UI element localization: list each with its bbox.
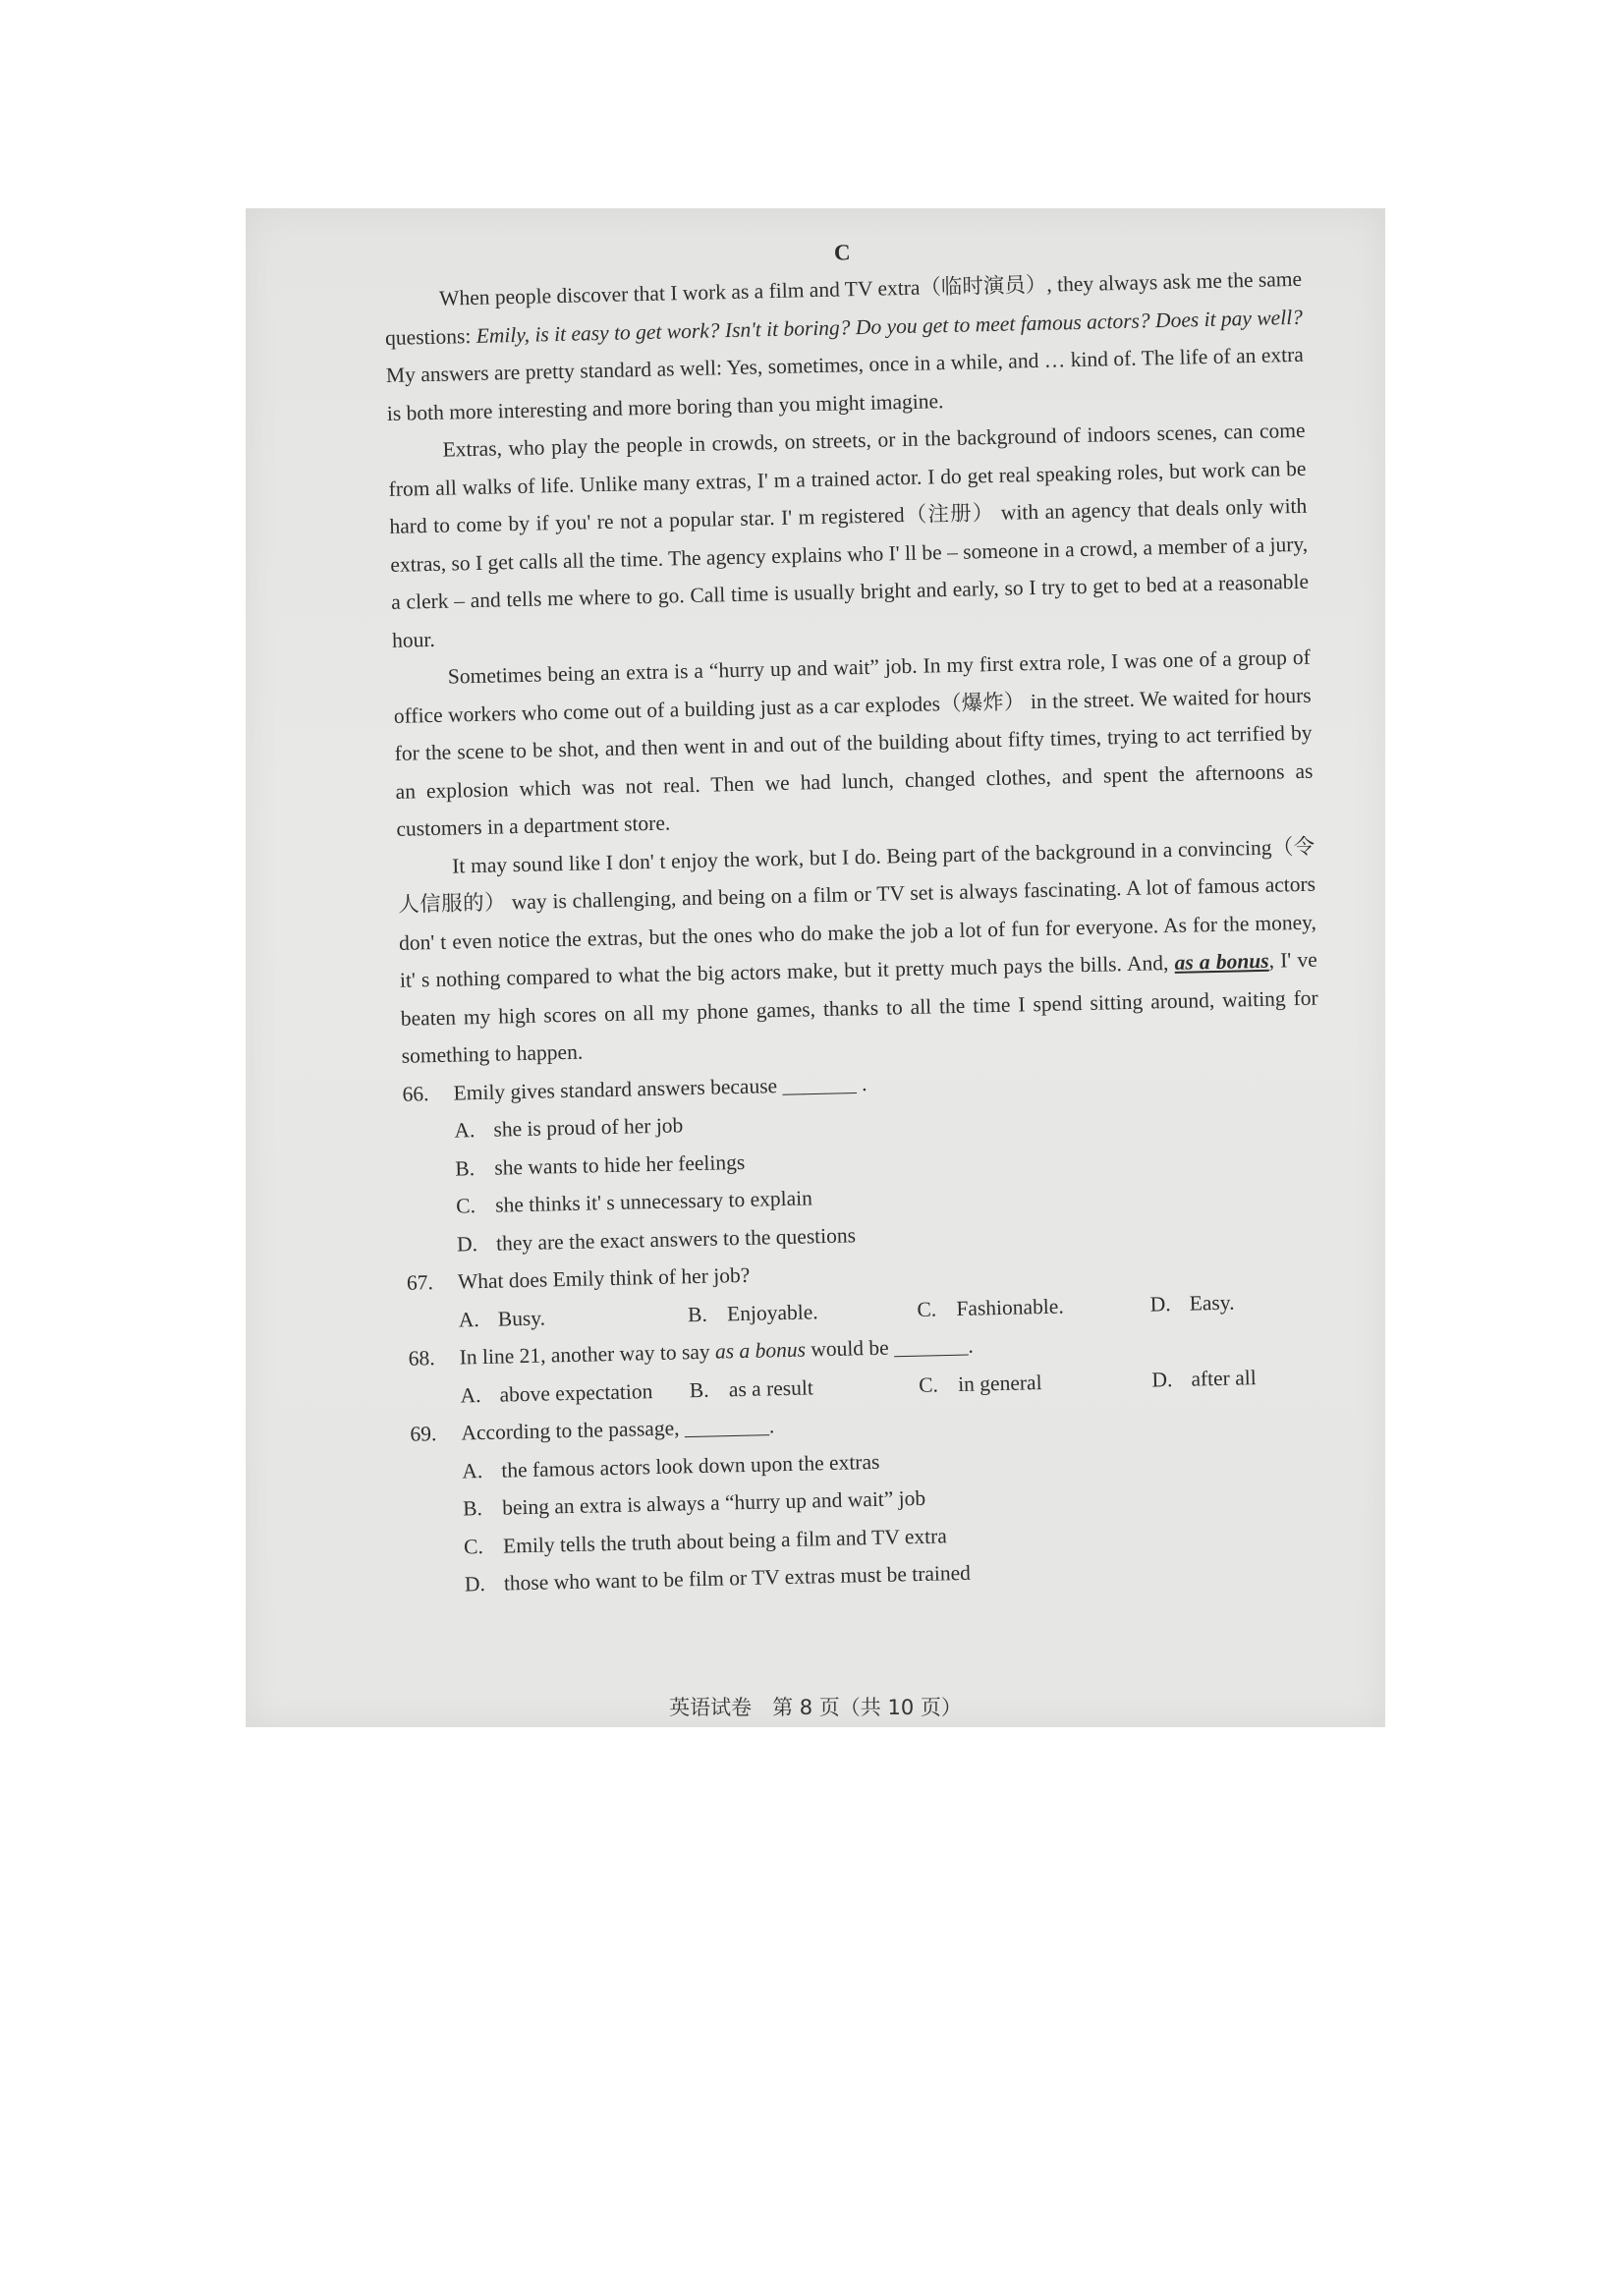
- option-letter: A.: [462, 1458, 483, 1483]
- underlined-phrase: as a bonus: [1174, 948, 1269, 975]
- option-letter: D.: [1151, 1367, 1173, 1392]
- option-text: Fashionable.: [956, 1294, 1064, 1320]
- option-letter: D.: [1149, 1291, 1171, 1316]
- option-text: in general: [957, 1370, 1042, 1396]
- question-stem-italic: as a bonus: [714, 1337, 807, 1364]
- option-67-c: [917, 1285, 1150, 1328]
- paragraph-text: , I' ve beaten my high scores on all my phone games, thanks to all the time I spend sitting around, waiting for something to happen.: [400, 947, 1318, 1068]
- option-letter: A.: [454, 1118, 476, 1143]
- option-letter: B.: [462, 1496, 483, 1521]
- passage-paragraph-1: [384, 260, 1305, 432]
- question-stem: would be _______.: [805, 1333, 974, 1362]
- option-text: as a result: [728, 1374, 814, 1401]
- exam-page: [383, 225, 1331, 1604]
- option-68-c: [919, 1361, 1152, 1404]
- question-number: 66.: [402, 1081, 429, 1106]
- question-stem: What does Emily think of her job?: [457, 1262, 751, 1294]
- option-text: she thinks it' s unnecessary to explain: [494, 1186, 813, 1217]
- paragraph-text: My answers are pretty standard as well: Yes, sometimes, once in a while, and … kind of. The life of an extra is both more interesting and more boring than you might imagine.: [385, 342, 1305, 425]
- option-letter: D.: [456, 1231, 478, 1257]
- option-letter: B.: [689, 1377, 709, 1402]
- paragraph-text: It may sound like I don' t enjoy the work, but I do. Being part of the background in a convincing（令人信服的） way is challenging, and being on a film or TV set is always fascinating. A lot of famous actors don' t even notice the extras, but the ones who do make the job a lot of fun for everyone. As for the money, it' s nothing compared to what the big actors make, but it pretty much pays the bills. And,: [397, 834, 1317, 992]
- option-67-d: [1149, 1281, 1325, 1323]
- option-letter: B.: [455, 1155, 476, 1181]
- option-68-d: [1151, 1357, 1327, 1399]
- passage-paragraph-2: Extras, who play the people in crowds, on streets, or in the background of indoors scenes, can come from all walks of life. Unlike many extras, I' m a trained actor. I do get real speaking roles, but work can be hard to come by if you' re not a popular star. I' m registered（注册） with an agency that deals only with extras, so I get calls all the time. The agency explains who I' ll be – someone in a crowd, a member of a jury, a clerk – and tells me where to go. Call time is usually bright and early, so I try to get to bed at a reasonable hour.: [388, 418, 1310, 652]
- option-letter: D.: [464, 1571, 486, 1596]
- option-text: after all: [1191, 1365, 1257, 1391]
- option-letter: B.: [687, 1302, 708, 1326]
- option-67-b: [688, 1290, 918, 1333]
- option-68-b: [689, 1366, 919, 1409]
- option-text: she wants to hide her feelings: [494, 1149, 746, 1180]
- question-number: 67.: [406, 1270, 434, 1295]
- option-text: Easy.: [1189, 1290, 1235, 1316]
- paragraph-italic-questions: Emily, is it easy to get work? Isn't it boring? Do you get to meet famous actors? Does it pay well?: [476, 305, 1304, 348]
- question-number: 68.: [408, 1346, 435, 1371]
- question-stem: Emily gives standard answers because _______ .: [453, 1071, 867, 1105]
- option-68-a: [460, 1372, 690, 1415]
- option-text: being an extra is always a “hurry up and wait” job: [501, 1485, 926, 1520]
- option-text: they are the exact answers to the questions: [495, 1222, 857, 1256]
- option-text: she is proud of her job: [493, 1113, 684, 1142]
- passage-paragraph-3: Sometimes being an extra is a “hurry up and wait” job. In my first extra role, I was one of a group of office workers who come out of a building just as a car explodes（爆炸） in the street. We waited for hours for the scene to be shot, and then went in and out of the building about fifty times, trying to act terrified by an explosion which was not real. Then we had lunch, changed clothes, and spent the afternoons as customers in a department store.: [393, 644, 1314, 841]
- option-letter: C.: [918, 1372, 939, 1397]
- question-stem: In line 21, another way to say: [459, 1339, 716, 1370]
- page-footer: 英语试卷 第 8 页（共 10 页）: [669, 1696, 962, 1719]
- question-stem: According to the passage, ________.: [461, 1414, 775, 1445]
- option-67-a: [458, 1296, 688, 1339]
- section-label: C: [833, 240, 851, 265]
- option-letter: C.: [917, 1297, 937, 1321]
- option-text: Enjoyable.: [726, 1299, 818, 1325]
- option-letter: C.: [455, 1194, 476, 1218]
- option-letter: A.: [460, 1382, 481, 1408]
- passage-paragraph-4: [397, 827, 1319, 1075]
- option-text: Busy.: [497, 1306, 546, 1331]
- option-text: those who want to be film or TV extras must be trained: [503, 1560, 972, 1596]
- paragraph-text: When people discover that I work as a film and TV extra（临时演员）, they always ask me the same questions:: [384, 266, 1303, 350]
- question-number: 69.: [410, 1422, 437, 1446]
- option-text: the famous actors look down upon the extras: [501, 1449, 880, 1483]
- option-text: above expectation: [499, 1378, 653, 1407]
- option-letter: A.: [458, 1307, 479, 1332]
- option-letter: C.: [463, 1534, 484, 1558]
- option-text: Emily tells the truth about being a film and TV extra: [502, 1523, 948, 1558]
